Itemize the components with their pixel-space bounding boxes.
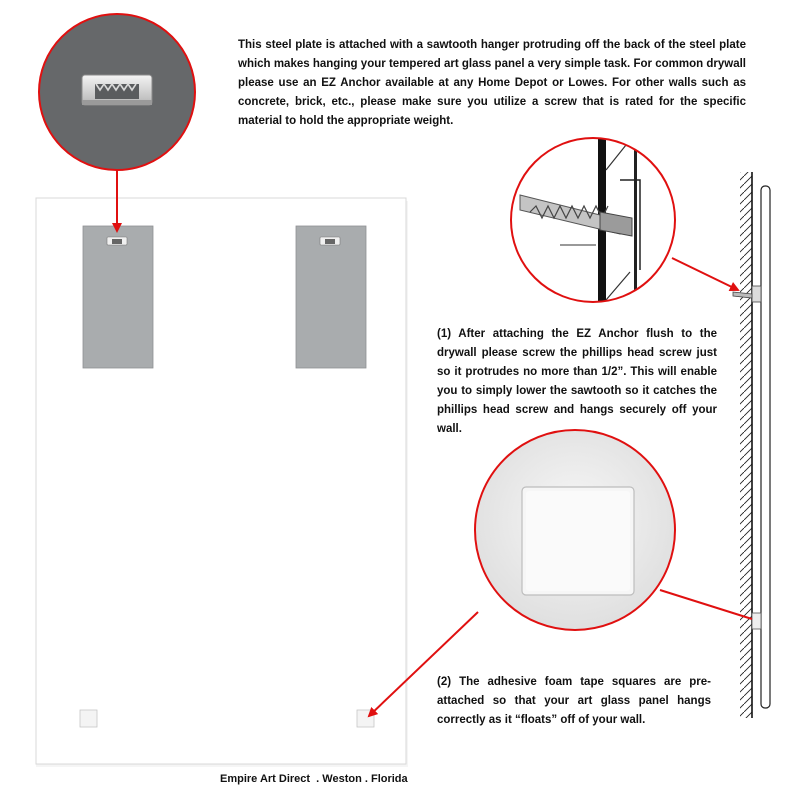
steel-plate-right	[296, 226, 366, 368]
foam-tape-callout	[470, 425, 680, 635]
wall-side-view	[733, 172, 770, 718]
sawtooth-hanger-callout	[30, 10, 210, 180]
steel-plate-left	[83, 226, 153, 368]
arrow-foam-to-wall	[660, 590, 752, 619]
foam-square-icon	[522, 487, 634, 595]
arrow-anchor-to-wall	[672, 258, 738, 290]
footer-credit: Empire Art Direct . Weston . Florida	[220, 773, 408, 785]
step-1-instructions: (1) After attaching the EZ Anchor flush to the drywall please screw the phillips head screw just so it protrudes no more than 1/2”. This will enable you to simply lower the sawtooth so it catches the phillips head screw and hangs securely off your wall.	[437, 328, 717, 435]
foam-pad-left	[80, 710, 97, 727]
intro-description: This steel plate is attached with a sawtooth hanger protruding off the back of the steel plate which makes hanging your tempered art glass panel a very simple task. For common drywall please use an EZ Anchor available at any Home Depot or Lowes. For other walls such as concrete, brick, etc., please make sure you utilize a screw that is rated for the specific material to hold the appropriate weight.	[238, 39, 746, 127]
step-2-instructions: (2) The adhesive foam tape squares are pre-attached so that your art glass panel hangs correctly as it “floats” off of your wall.	[437, 676, 711, 726]
sawtooth-hanger-icon	[82, 75, 152, 105]
ez-anchor-callout	[505, 130, 685, 310]
